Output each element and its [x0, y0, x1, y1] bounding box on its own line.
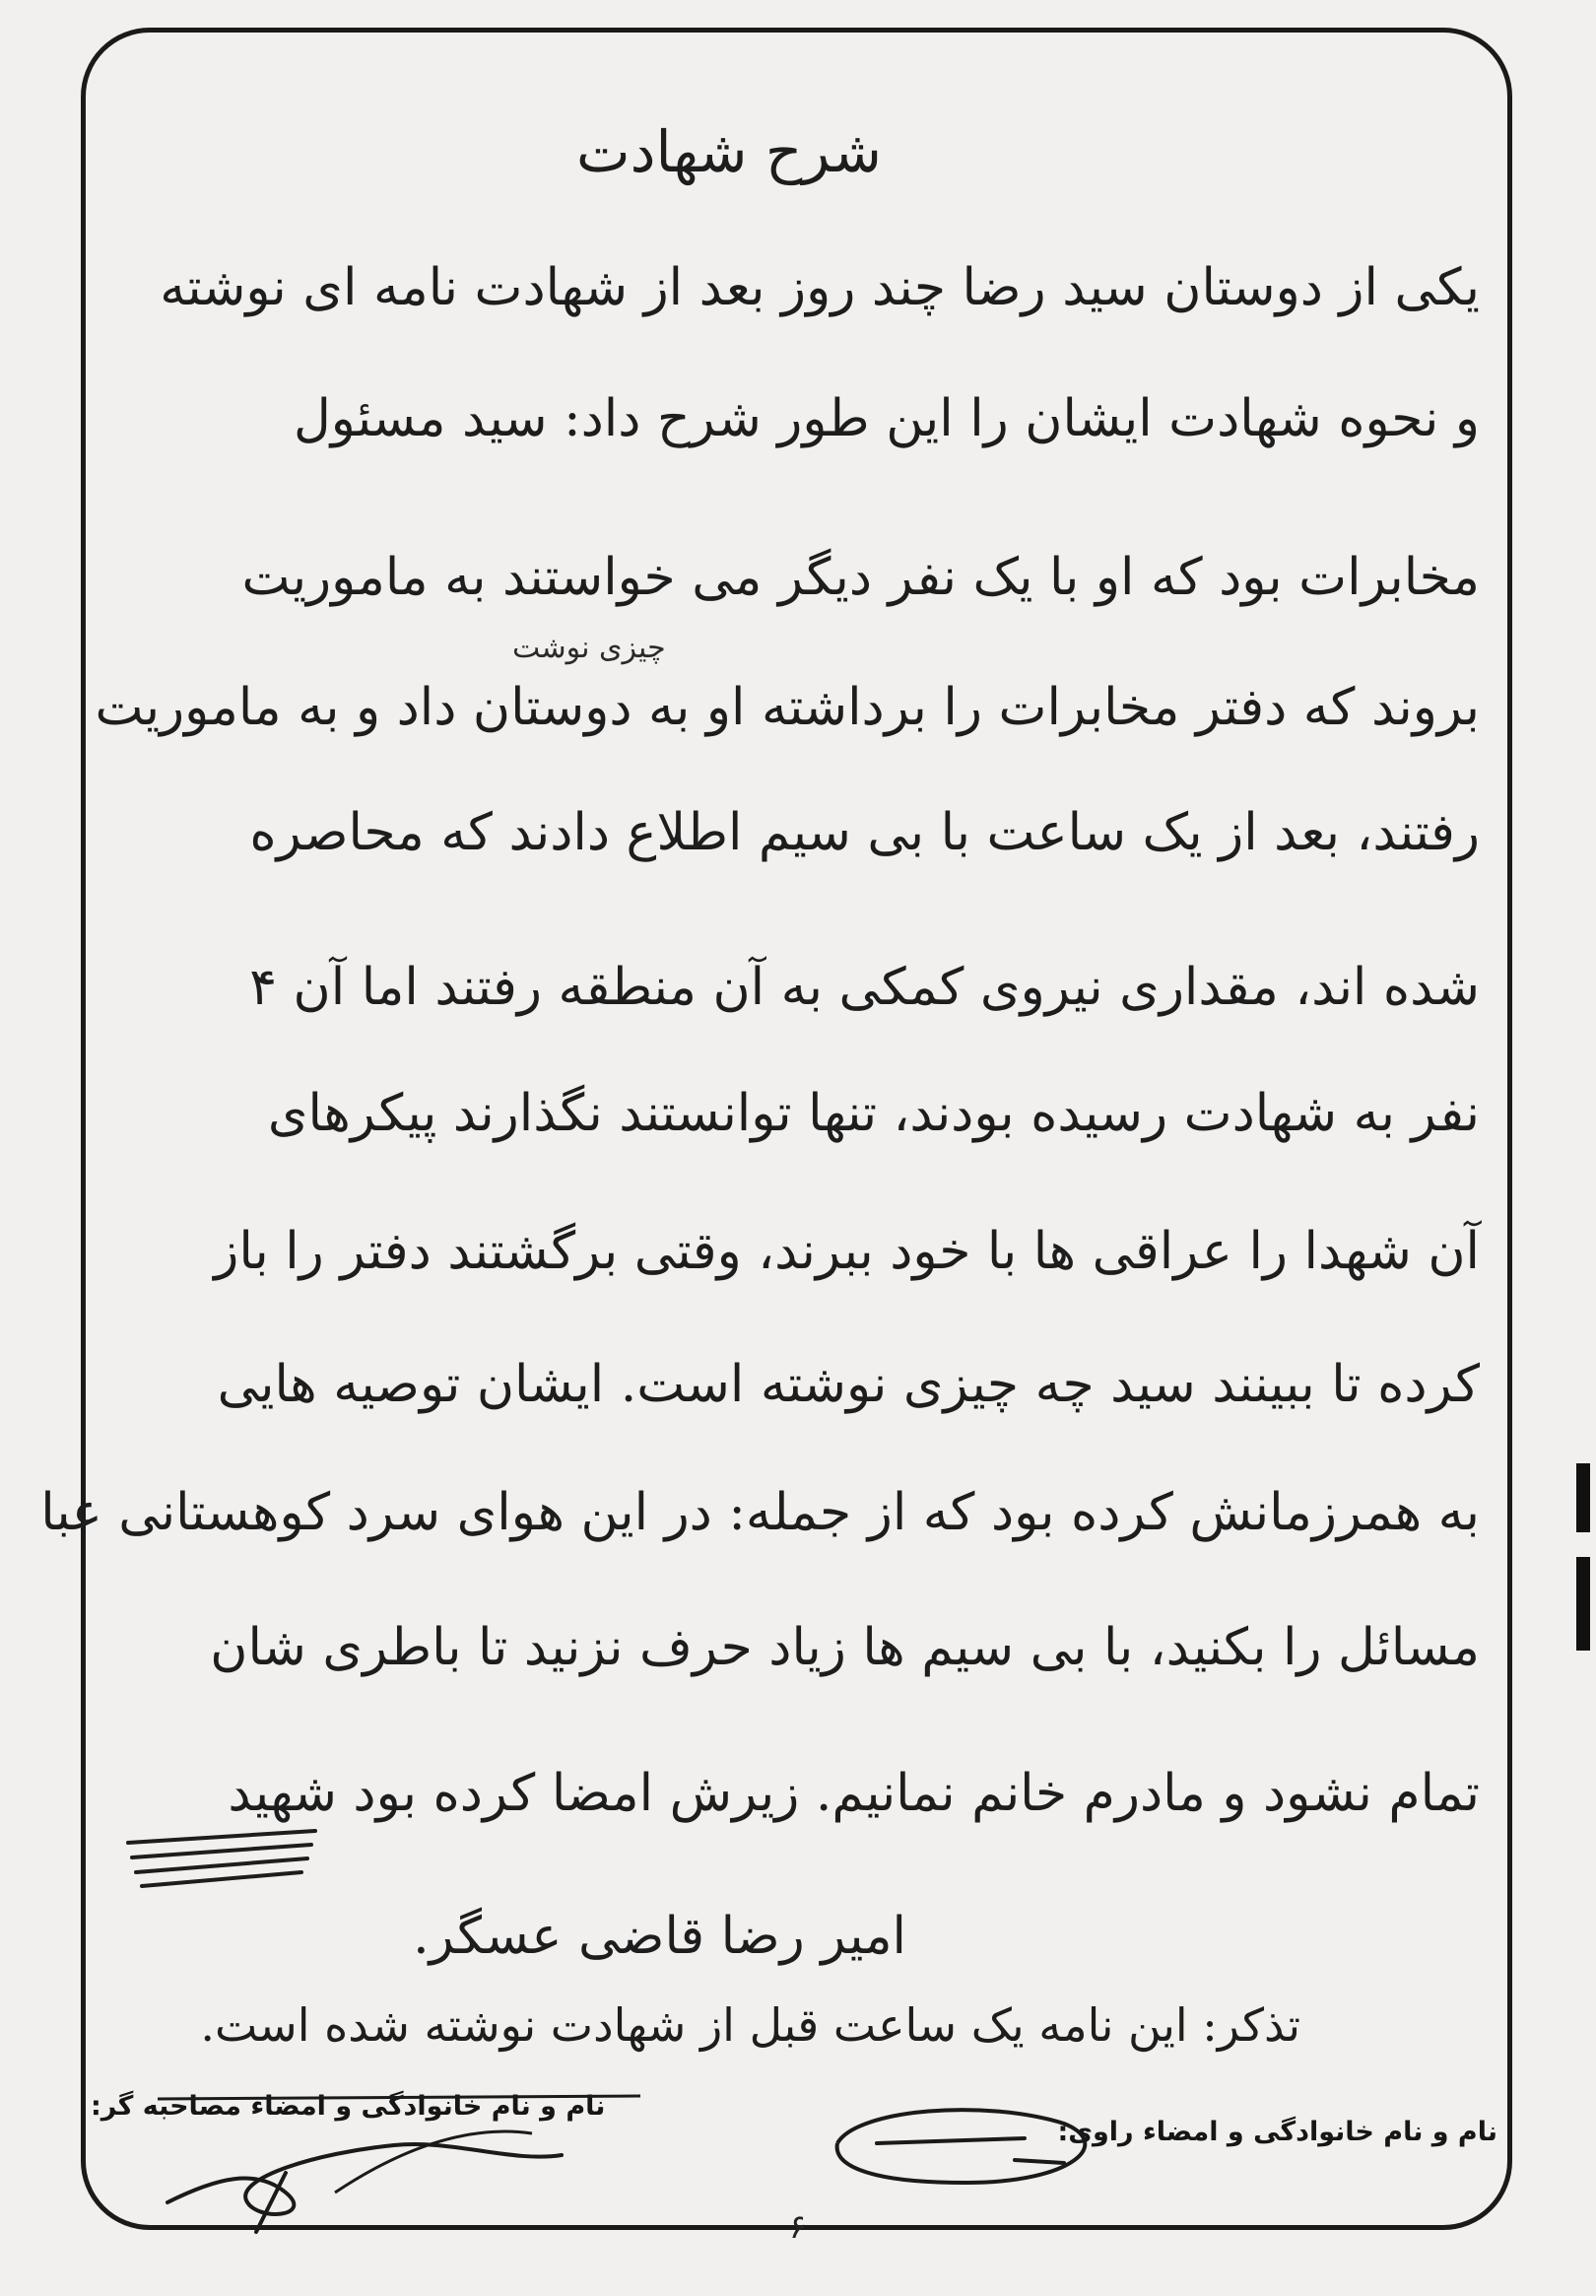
- inserted-words: چیزی نوشت: [512, 631, 666, 665]
- signature-name-line: امیر رضا قاضی عسگر.: [413, 1907, 906, 1966]
- edge-mark-upper: [1576, 1463, 1590, 1532]
- interviewer-label: نام و نام خانوادگی و امضاء مصاحبه گر:: [91, 2091, 606, 2122]
- page-number: ۶: [788, 2207, 808, 2247]
- edge-mark-lower: [1576, 1557, 1590, 1651]
- text-line-9: کرده تا ببینند سید چه چیزی نوشته است. ایشان توصیه هایی: [217, 1355, 1480, 1414]
- note-line: تذکر: این نامه یک ساعت قبل از شهادت نوشته شده است.: [200, 1998, 1300, 2052]
- narrator-signature: [818, 2089, 1113, 2197]
- text-line-10: به همرزمانش کرده بود که از جمله: در این هوای سرد کوهستانی عبا: [40, 1483, 1480, 1542]
- text-line-4: بروند که دفتر مخابرات را برداشته او به دوستان داد و به ماموریت: [95, 678, 1480, 737]
- text-line-11: مسائل را بکنید، با بی سیم ها زیاد حرف نزنید تا باطری شان: [210, 1618, 1480, 1677]
- underline-scribble: [118, 1813, 335, 1902]
- text-line-2: و نحوه شهادت ایشان را این طور شرح داد: سید مسئول: [293, 389, 1480, 448]
- text-line-7: نفر به شهادت رسیده بودند، تنها توانستند نگذارند پیکرهای: [267, 1084, 1480, 1143]
- text-line-6: شده اند، مقداری نیروی کمکی به آن منطقه رفتند اما آن ۴: [249, 958, 1480, 1017]
- text-line-8: آن شهدا را عراقی ها با خود ببرند، وقتی برگشتند دفتر را باز: [214, 1222, 1480, 1281]
- document-title: شرح شهادت: [576, 118, 882, 185]
- narrator-label: نام و نام خانوادگی و امضاء راوی:: [1057, 2117, 1497, 2147]
- text-line-12: تمام نشود و مادرم خانم نمانیم. زیرش امضا کرده بود شهید: [228, 1764, 1480, 1823]
- text-line-1: یکی از دوستان سید رضا چند روز بعد از شهادت نامه ای نوشته: [160, 258, 1480, 317]
- text-line-5: رفتند، بعد از یک ساعت با بی سیم اطلاع دادند که محاصره: [249, 803, 1480, 862]
- text-line-3: مخابرات بود که او با یک نفر دیگر می خواستند به ماموریت: [241, 548, 1480, 607]
